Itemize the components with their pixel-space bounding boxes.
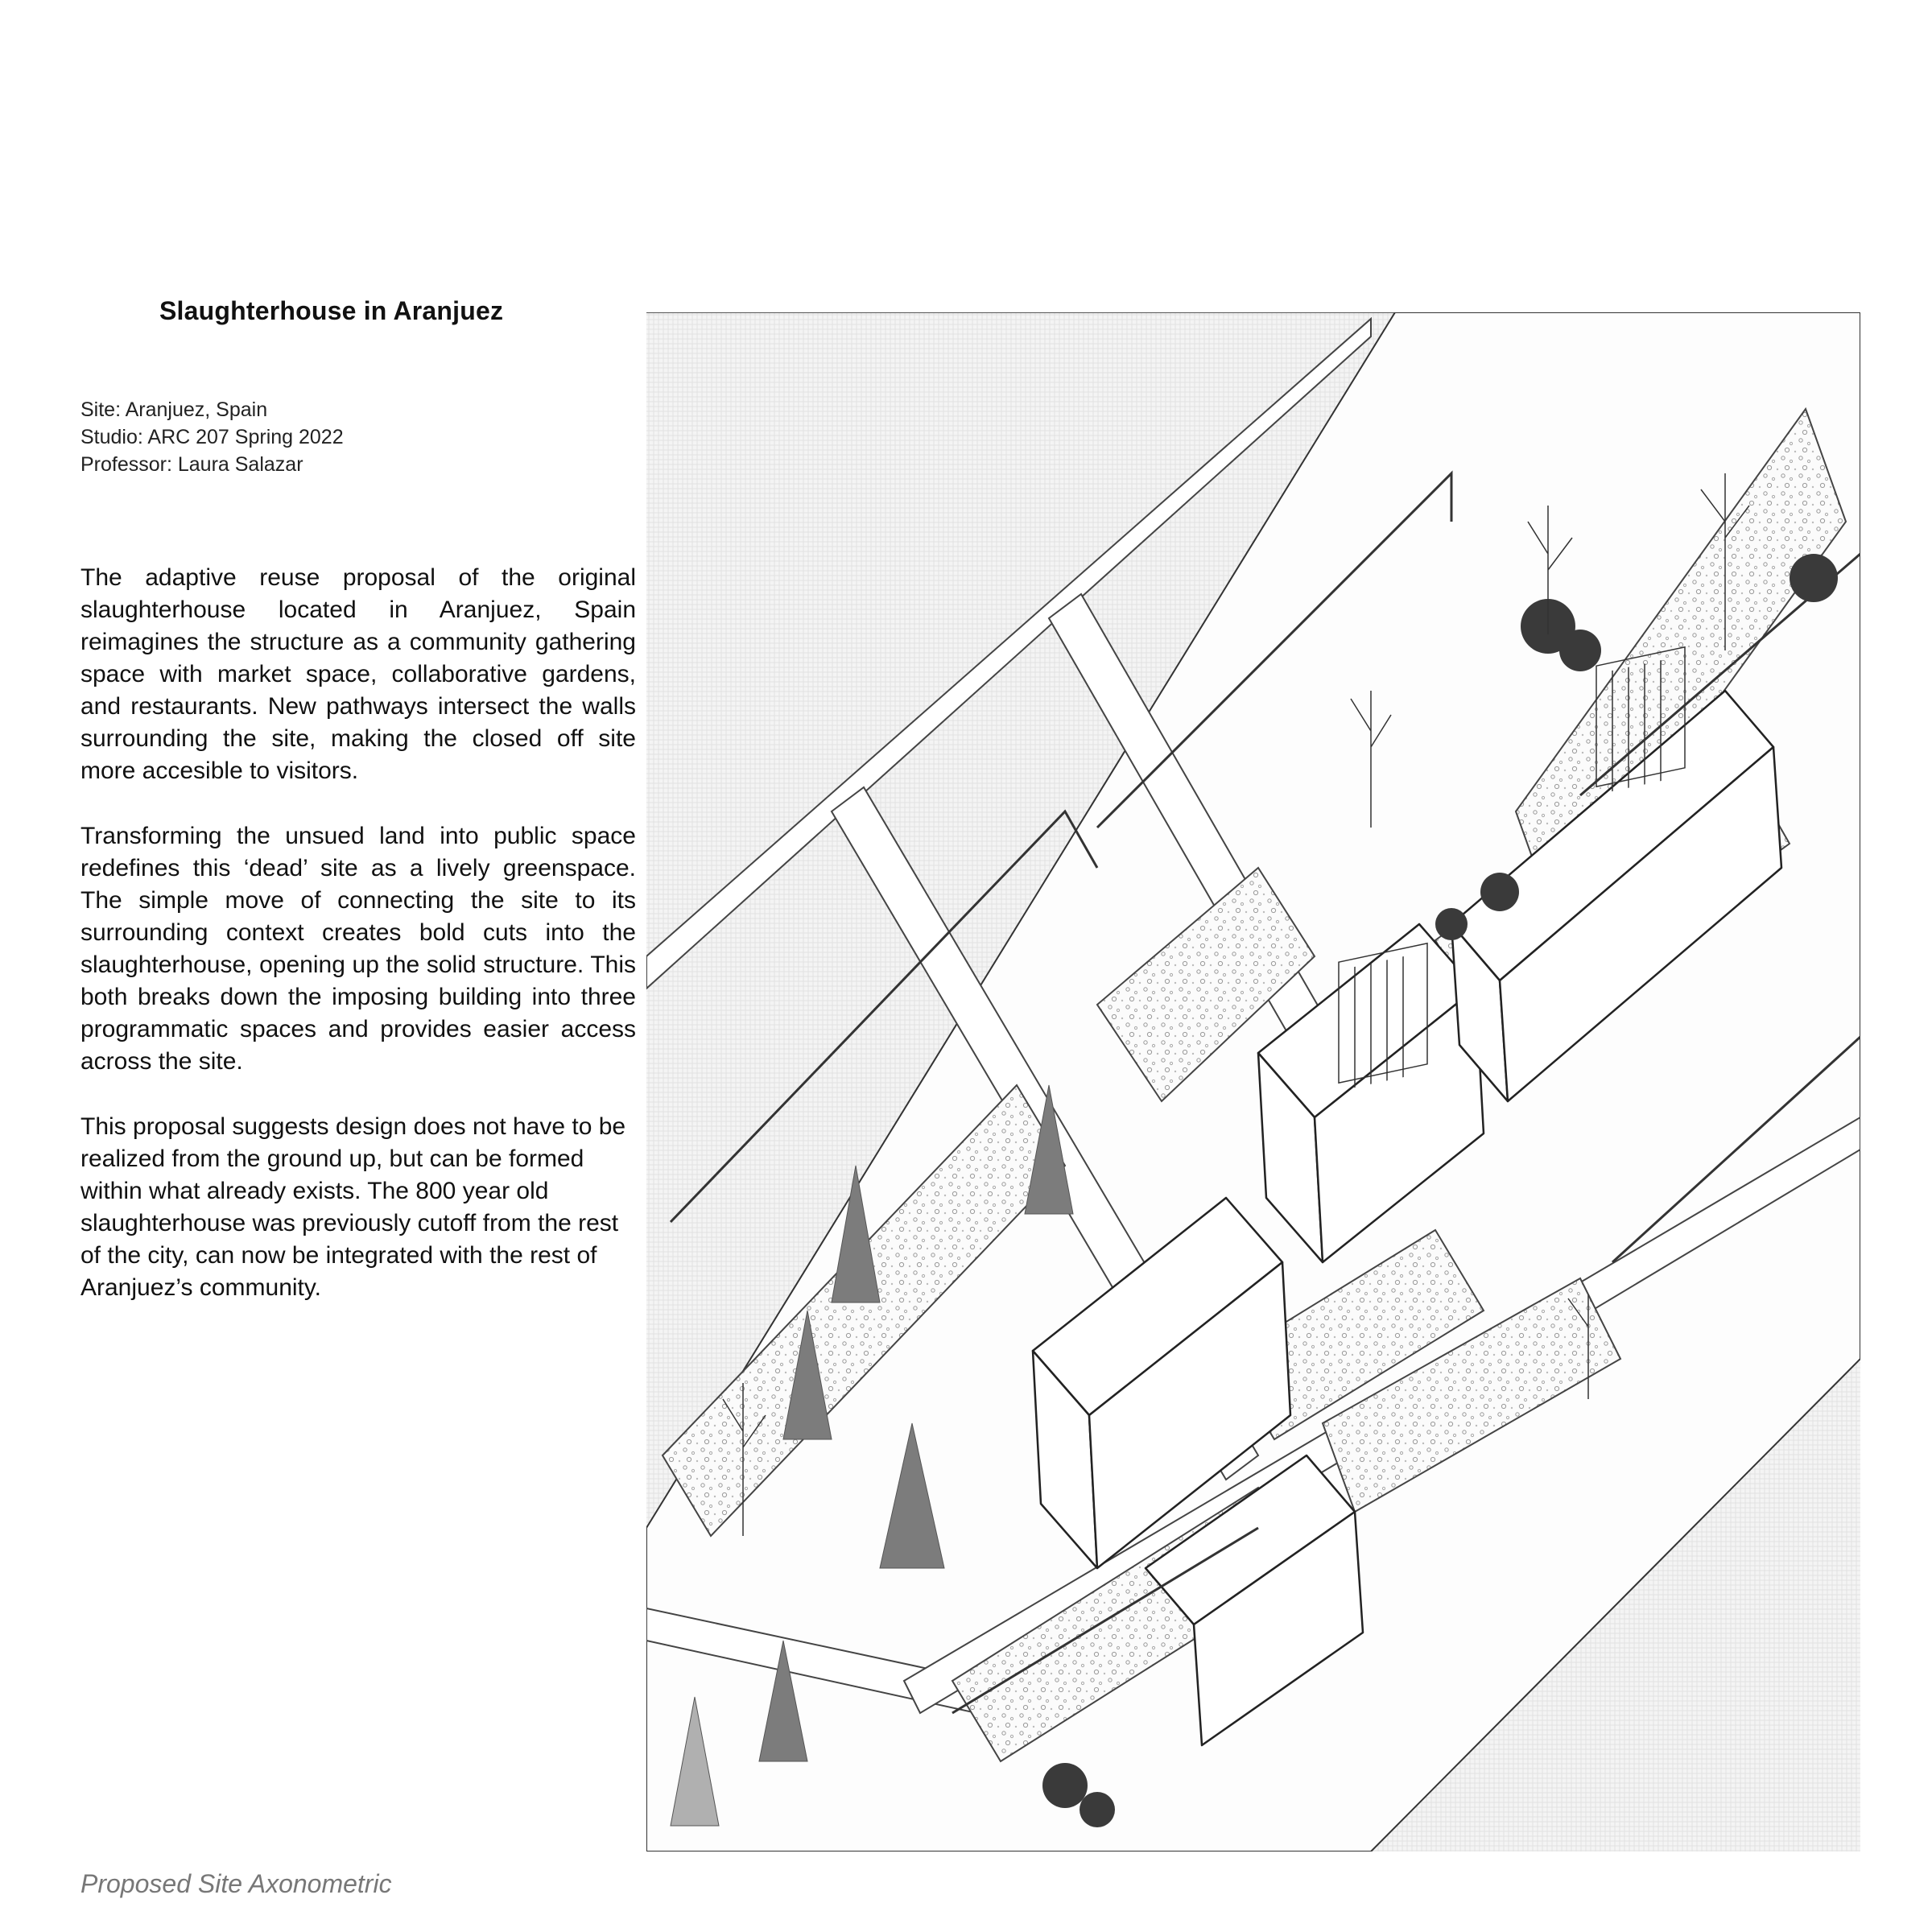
project-info [80,396,564,478]
site-axonometric-drawing [646,312,1860,1852]
description-paragraph-3: This proposal suggests design does not have to be realized from the ground up, but can be formed within what already exists. The 800 year old slaughterhouse was previously cutoff from the rest of the city, can now be integrated with the rest of Aranjuez’s community. [80,1113,626,1301]
description-paragraph-2: Transforming the unsued land into public space redefines this ‘dead’ site as a lively greenspace. The simple move of connecting the site to its surrounding context creates bold cuts into the slaughterhouse, opening up the solid structure. This both breaks down the imposing building into three programmatic spaces and provides easier access across the site. [80,823,636,1075]
professor-line: Professor: Laura Salazar [80,453,303,476]
site-line: Site: Aranjuez, Spain [80,398,268,421]
page-title: Slaughterhouse in Aranjuez [159,296,504,325]
figure-caption: Proposed Site Axonometric [80,1869,392,1898]
studio-line: Studio: ARC 207 Spring 2022 [80,426,344,448]
description-paragraph-1: The adaptive reuse proposal of the original slaughterhouse located in Aranjuez, Spain reimagines the structure as a community gathering space with market space, collaborative gardens, and restaurants. New pathways intersect the walls surrounding the site, making the closed off site more accesible to visitors. [80,564,636,784]
